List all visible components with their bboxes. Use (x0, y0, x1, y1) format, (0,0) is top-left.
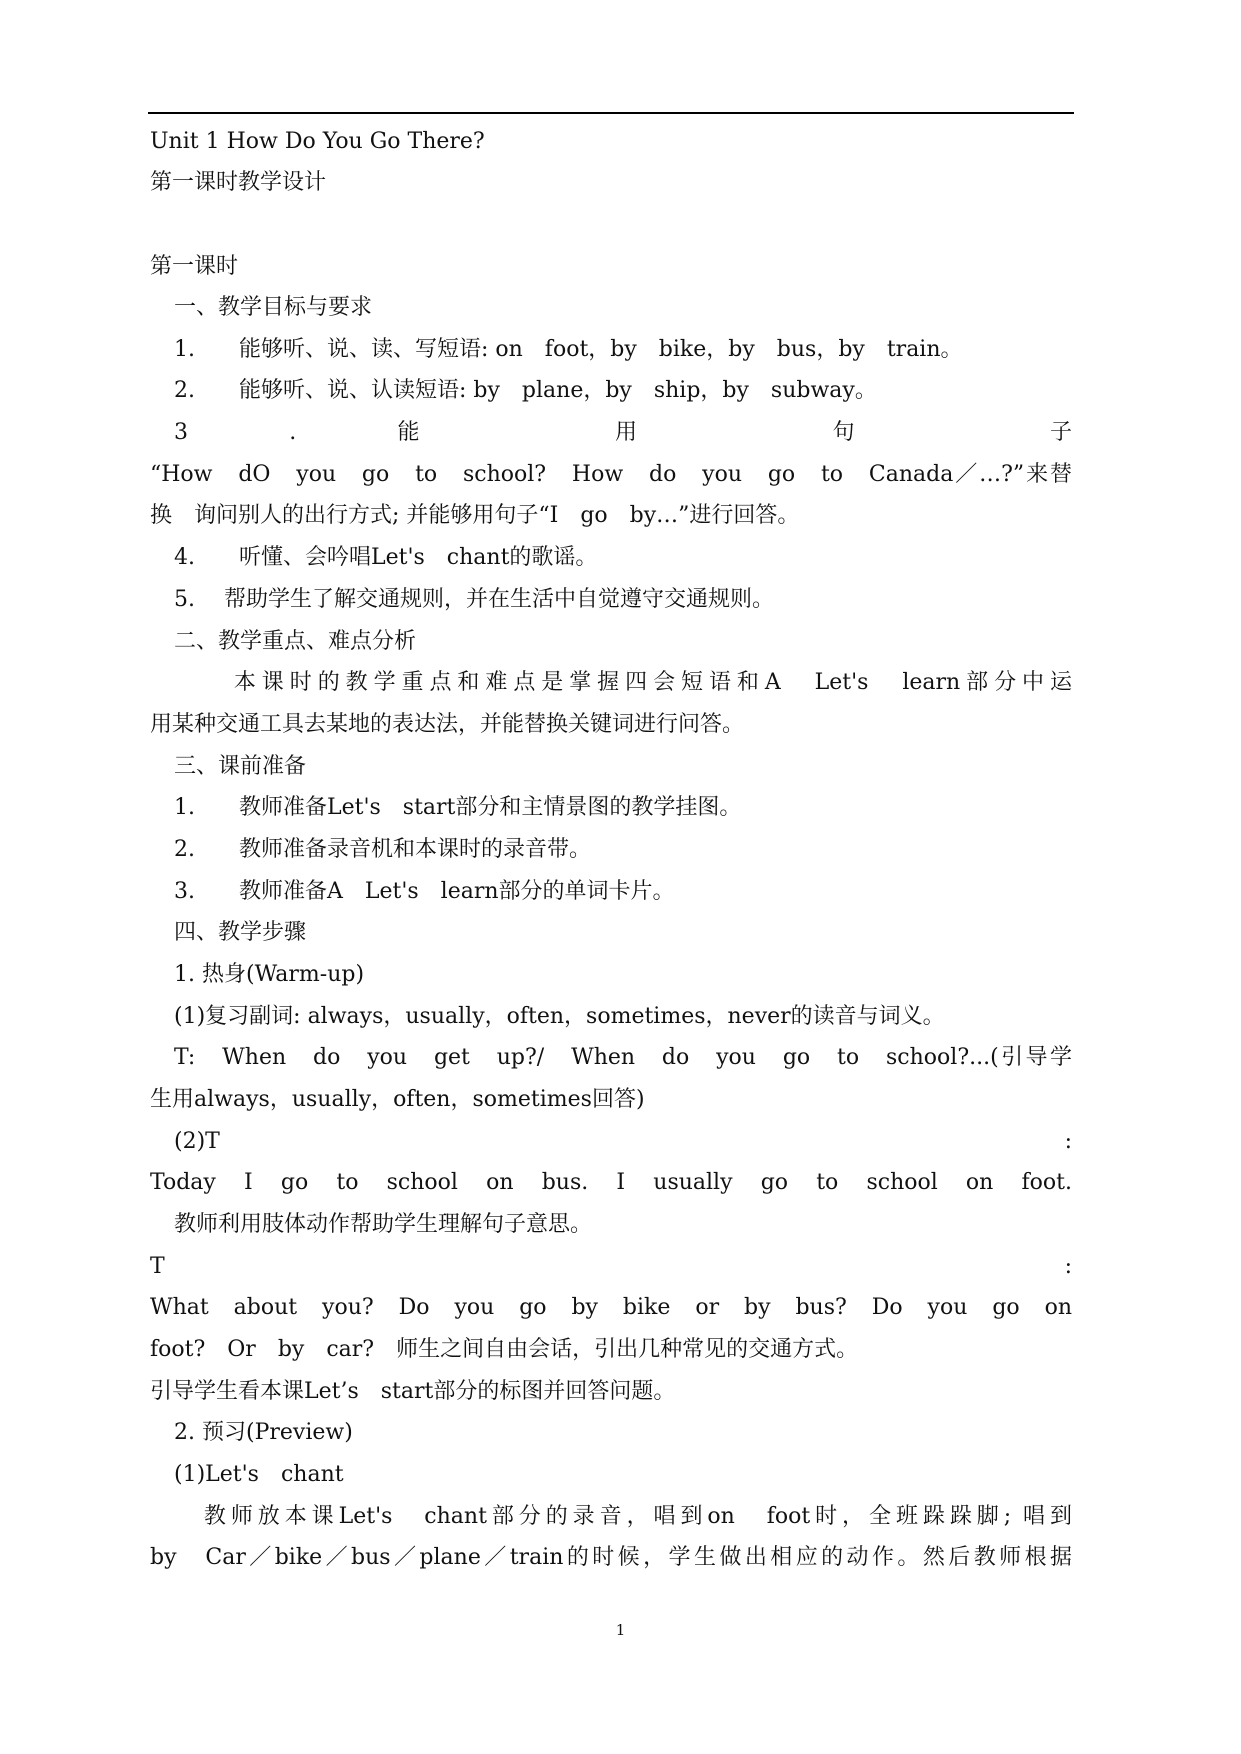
step-item: (1)Let's chant (174, 1462, 344, 1487)
paragraph-line: Today I go to school on bus. I usually go to school on foot. (150, 1170, 1072, 1195)
paragraph-line: 生用always，usually，often，sometimes回答) (150, 1087, 645, 1112)
objective-item: 3 . 能 用 句 子 (174, 420, 1072, 445)
paragraph-line: by Car／bike／bus／plane／train的时候，学生做出相应的动作。然后教师根据 (150, 1545, 1072, 1570)
paragraph-line: What about you? Do you go by bike or by bus? Do you go on (150, 1295, 1072, 1320)
preparation-item: 3. 教师准备A Let's learn部分的单词卡片。 (174, 879, 675, 904)
page-number: 1 (615, 1621, 626, 1639)
paragraph-line: 本课时的教学重点和难点是掌握四会短语和A Let's learn部分中运 (150, 670, 1072, 695)
section-heading-steps: 四、教学步骤 (174, 920, 307, 945)
preparation-item: 1. 教师准备Let's start部分和主情景图的教学挂图。 (174, 795, 742, 820)
objective-item: 5. 帮助学生了解交通规则，并在生活中自觉遵守交通规则。 (174, 587, 774, 612)
paragraph-line: T : (150, 1254, 1072, 1279)
section-heading-objectives: 一、教学目标与要求 (174, 295, 373, 320)
paragraph-line: foot? Or by car? 师生之间自由会话，引出几种常见的交通方式。 (150, 1337, 859, 1362)
section-heading-preparation: 三、课前准备 (174, 754, 307, 779)
document-title: Unit 1 How Do You Go There? (150, 129, 485, 154)
paragraph-line: 引导学生看本课Let’s start部分的标图并回答问题。 (150, 1379, 676, 1404)
paragraph-line: 换 询问别人的出行方式; 并能够用句子“I go by…”进行回答。 (150, 503, 800, 528)
preparation-item: 2. 教师准备录音机和本课时的录音带。 (174, 837, 591, 862)
step-heading: 1. 热身(Warm-up) (174, 962, 365, 987)
paragraph-line: “How dO you go to school? How do you go to Canada／…?”来替 (150, 462, 1072, 487)
paragraph-line: T: When do you get up?/ When do you go to school?...(引导学 (174, 1045, 1072, 1070)
section-heading-key-points: 二、教学重点、难点分析 (174, 629, 417, 654)
step-item: (1)复习副词: always，usually，often，sometimes，never的读音与词义。 (174, 1004, 945, 1029)
header-rule (148, 112, 1074, 114)
objective-item: 4. 听懂、会吟唱Let's chant的歌谣。 (174, 545, 598, 570)
objective-item: 1. 能够听、说、读、写短语: on foot，by bike，by bus，by train。 (174, 337, 963, 362)
paragraph-line: 用某种交通工具去某地的表达法，并能替换关键词进行问答。 (150, 712, 745, 737)
paragraph-line: 教师利用肢体动作帮助学生理解句子意思。 (174, 1212, 593, 1237)
objective-item: 2. 能够听、说、认读短语: by plane，by ship，by subway。 (174, 378, 877, 403)
document-subtitle: 第一课时教学设计 (150, 170, 327, 195)
lesson-heading: 第一课时 (150, 254, 239, 279)
paragraph-line: 教师放本课Let's chant部分的录音，唱到on foot时，全班跺跺脚; 唱到 (150, 1504, 1072, 1529)
step-heading: 2. 预习(Preview) (174, 1420, 353, 1445)
paragraph-line: (2)T : (174, 1129, 1072, 1154)
